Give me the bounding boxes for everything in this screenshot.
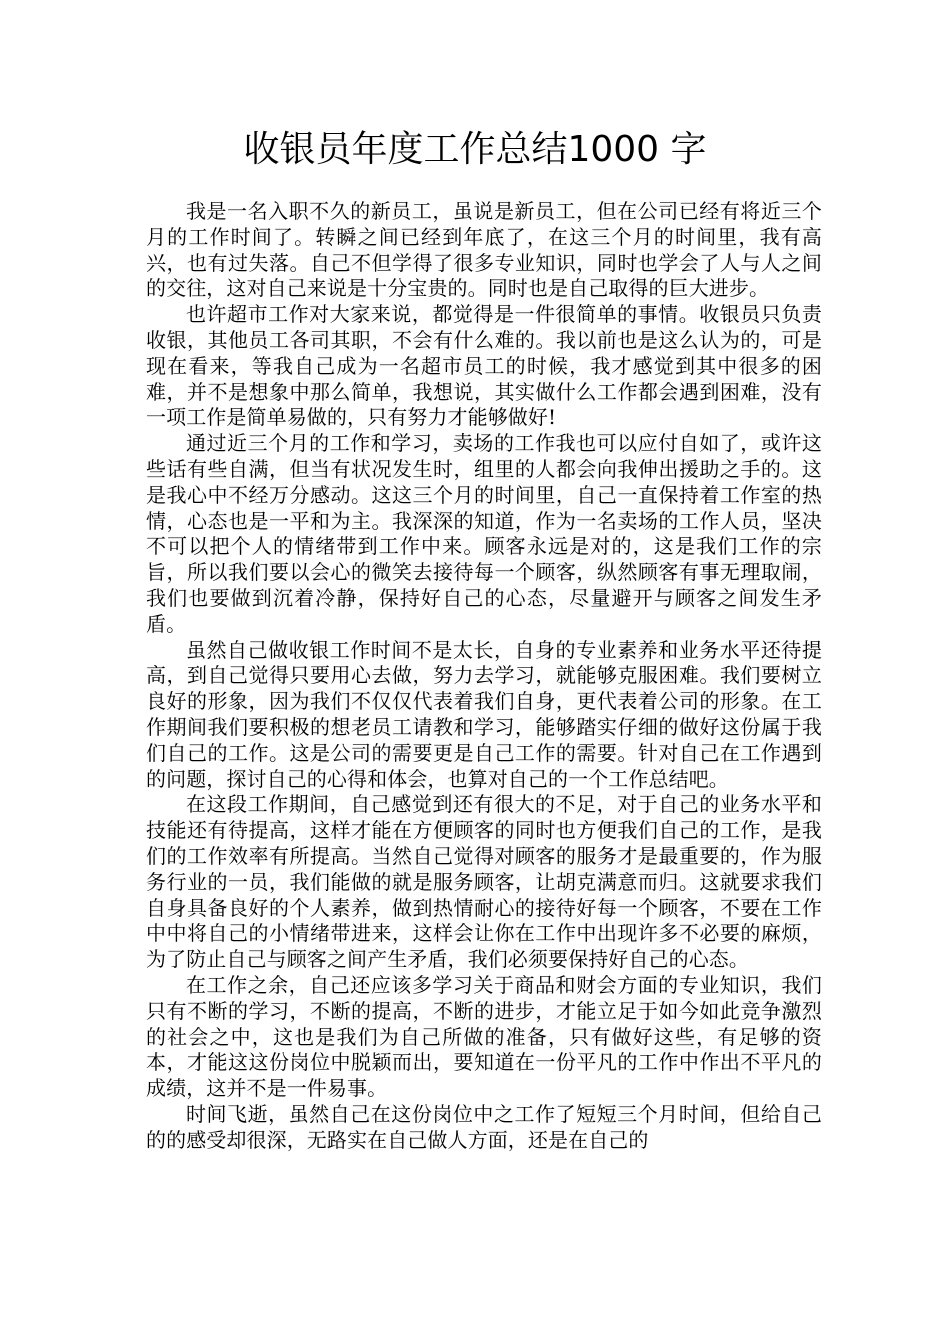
paragraph-2: 也许超市工作对大家来说，都觉得是一件很简单的事情。收银员只负责收银，其他员工各司其职，不会有什么难的。我以前也是这么认为的，可是现在看来，等我自己成为一名超市员工的时候，我才感觉到其中很多的困难，并不是想象中那么简单，我想说，其实做什么工作都会遇到困难，没有一项工作是简单易做的，只有努力才能够做好! <box>146 302 822 430</box>
document-title: 收银员年度工作总结1000 字 <box>243 129 707 170</box>
document-body <box>146 199 822 1153</box>
paragraph-3: 通过近三个月的工作和学习，卖场的工作我也可以应付自如了，或许这些话有些自满，但当有状况发生时，组里的人都会向我伸出援助之手的。这是我心中不经万分感动。这这三个月的时间里，自己一直保持着工作室的热情，心态也是一平和为主。我深深的知道，作为一名卖场的工作人员，坚决不可以把个人的情绪带到工作中来。顾客永远是对的，这是我们工作的宗旨，所以我们要以会心的微笑去接待每一个顾客，纵然顾客有事无理取闹，我们也要做到沉着冷静，保持好自己的心态，尽量避开与顾客之间发生矛盾。 <box>146 431 822 636</box>
paragraph-4: 虽然自己做收银工作时间不是太长，自身的专业素养和业务水平还待提高，到自己觉得只要用心去做，努力去学习，就能够克服困难。我们要树立良好的形象，因为我们不仅仅代表着我们自身，更代表着公司的形象。在工作期间我们要积极的想老员工请教和学习，能够踏实仔细的做好这份属于我们自己的工作。这是公司的需要更是自己工作的需要。针对自己在工作遇到的问题，探讨自己的心得和体会，也算对自己的一个工作总结吧。 <box>146 637 822 791</box>
paragraph-7: 时间飞逝，虽然自己在这份岗位中之工作了短短三个月时间，但给自己的的感受却很深，无路实在自己做人方面，还是在自己的 <box>146 1101 822 1152</box>
paragraph-6: 在工作之余，自己还应该多学习关于商品和财会方面的专业知识，我们只有不断的学习，不断的提高，不断的进步，才能立足于如今如此竞争激烈的社会之中，这也是我们为自己所做的准备，只有做好这些，有足够的资本，才能这这份岗位中脱颖而出，要知道在一份平凡的工作中作出不平凡的成绩，这并不是一件易事。 <box>146 972 822 1101</box>
paragraph-5: 在这段工作期间，自己感觉到还有很大的不足，对于自己的业务水平和技能还有待提高，这样才能在方便顾客的同时也方便我们自己的工作，是我们的工作效率有所提高。当然自己觉得对顾客的服务才是最重要的，作为服务行业的一员，我们能做的就是服务顾客，让胡克满意而归。这就要求我们自身具备良好的个人素养，做到热情耐心的接待好每一个顾客，不要在工作中中将自己的小情绪带进来，这样会让你在工作中出现许多不必要的麻烦，为了防止自己与顾客之间产生矛盾，我们必须要保持好自己的心态。 <box>146 792 822 972</box>
paragraph-1: 我是一名入职不久的新员工，虽说是新员工，但在公司已经有将近三个月的工作时间了。转瞬之间已经到年底了，在这三个月的时间里，我有高兴，也有过失落。自己不但学得了很多专业知识，同时也学会了人与人之间的交往，这对自己来说是十分宝贵的。同时也是自己取得的巨大进步。 <box>146 199 822 301</box>
